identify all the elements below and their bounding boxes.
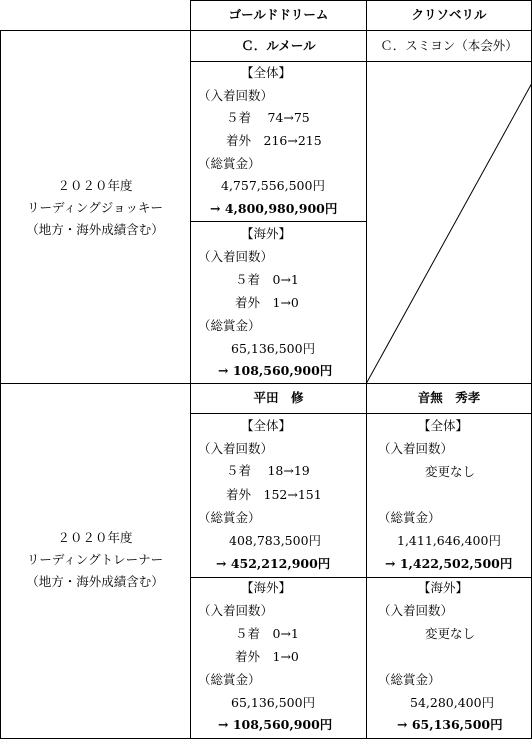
trainer-name-hirata: 平田 修 (253, 390, 304, 405)
jockey-split-line (190, 221, 367, 222)
jockey-overseas-out: 着外 1→0 (235, 295, 299, 310)
jockey-overseas-placings-label: （入着回数） (198, 249, 274, 264)
jockey-overall-top5: ５着 74→75 (226, 110, 310, 125)
trainer1-overseas-prize-label: （総賞金） (198, 672, 261, 687)
trainer1-overall-prize-label: （総賞金） (198, 510, 261, 525)
trainer2-overseas-prize-label: （総賞金） (378, 672, 441, 687)
jockey-overseas-prize-before: 65,136,500円 (231, 341, 316, 356)
trainer-name-otonashi: 音無 秀孝 (417, 390, 481, 405)
trainer2-overseas-placings-label: （入着回数） (378, 603, 454, 618)
trainer1-overall-placings-label: （入着回数） (198, 441, 274, 456)
trainer1-overall-title: 【全体】 (241, 418, 292, 433)
empty-cell-diagonal (366, 61, 532, 384)
trainer-split-line (190, 577, 532, 578)
jockey-name-soumillon: Ｃ．スミヨン（本会外） (380, 38, 518, 53)
header-bottom-line (0, 30, 532, 31)
jockey-overall-prize-label: （総賞金） (198, 156, 261, 171)
trainer2-overseas-prize-after: → 65,136,500円 (397, 717, 503, 732)
trainer1-overseas-title: 【海外】 (241, 580, 292, 595)
trainer2-overseas-no-change: 変更なし (425, 626, 476, 641)
table-border-left (0, 30, 1, 739)
trainer-row-label-title: リーディングトレーナー (26, 552, 164, 567)
trainer1-overall-prize-after: → 452,212,900円 (216, 556, 331, 571)
jockey-overseas-prize-after: → 108,560,900円 (218, 363, 333, 378)
trainer-row-label-note: （地方・海外成績含む） (26, 574, 164, 589)
trainer2-overseas-title: 【海外】 (418, 580, 469, 595)
trainer2-overall-prize-before: 1,411,646,400円 (397, 533, 501, 548)
jockey-overseas-top5: ５着 0→1 (235, 272, 299, 287)
trainer2-overall-prize-after: → 1,422,502,500円 (385, 556, 513, 571)
jockey-name-lemaire: Ｃ．ルメール (241, 38, 316, 53)
trainer1-overall-out: 着外 152→151 (226, 487, 322, 502)
trainer1-overseas-out: 着外 1→0 (235, 649, 299, 664)
header-chrysoberyl: クリソベリル (411, 7, 487, 22)
trainer1-overseas-placings-label: （入着回数） (198, 603, 274, 618)
trainer2-overall-placings-label: （入着回数） (378, 441, 454, 456)
trainer-row-label-year: ２０２０年度 (57, 530, 133, 545)
jockey-overall-title: 【全体】 (241, 65, 292, 80)
jockey-overall-prize-after: → 4,800,980,900円 (210, 201, 338, 216)
trainer2-overseas-prize-before: 54,280,400円 (410, 695, 495, 710)
jockey-row-label-year: ２０２０年度 (57, 178, 133, 193)
trainer1-overseas-prize-after: → 108,560,900円 (218, 717, 333, 732)
trainer-name-line (190, 413, 532, 414)
jockey-row-label-title: リーディングジョッキー (26, 200, 163, 215)
trainer1-overall-prize-before: 408,783,500円 (229, 533, 322, 548)
trainer1-overall-top5: ５着 18→19 (226, 463, 310, 478)
jockey-overseas-prize-label: （総賞金） (198, 318, 261, 333)
trainer1-overseas-top5: ５着 0→1 (235, 626, 299, 641)
jockey-overall-placings-label: （入着回数） (198, 88, 274, 103)
table-border-top (190, 0, 532, 1)
trainer2-overall-no-change: 変更なし (425, 464, 476, 479)
trainer2-overall-title: 【全体】 (418, 418, 469, 433)
trainer1-overseas-prize-before: 65,136,500円 (231, 695, 316, 710)
table-border-left-header (190, 0, 191, 739)
jockey-overall-out: 着外 216→215 (226, 133, 322, 148)
trainer2-overall-prize-label: （総賞金） (378, 510, 441, 525)
jockey-overall-prize-before: 4,757,556,500円 (221, 178, 325, 193)
header-gold-dream: ゴールドドリーム (228, 7, 329, 22)
jockey-row-label-note: （地方・海外成績含む） (26, 222, 164, 237)
jockey-overseas-title: 【海外】 (241, 226, 292, 241)
